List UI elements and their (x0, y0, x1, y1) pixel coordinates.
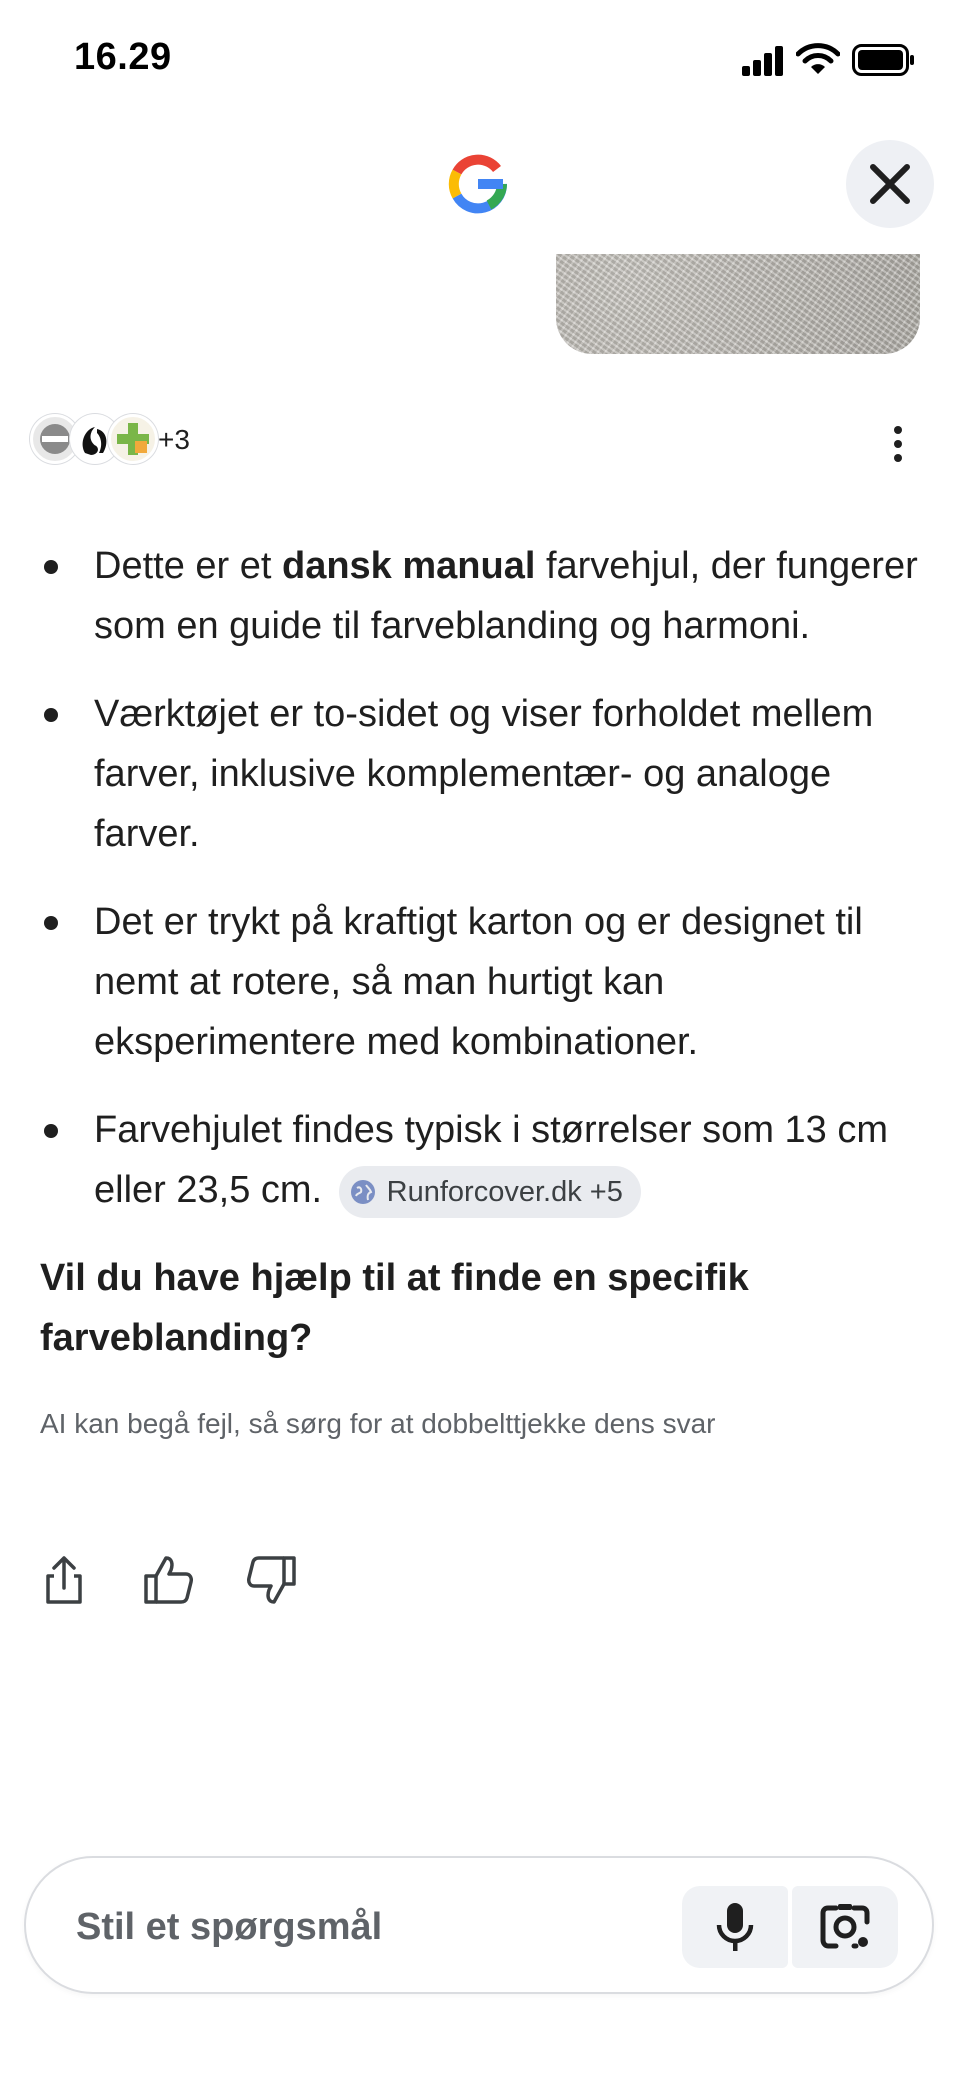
google-g-logo (448, 154, 508, 214)
ai-disclaimer: AI kan begå fejl, så sørg for at dobbelttjekke dens svar (40, 1408, 716, 1439)
answer-bullets (40, 536, 920, 1220)
microphone-icon (713, 1899, 757, 1955)
bullet-item: Farvehjulet findes typisk i størrelser som 13 cm eller 23,5 cm. Runforcover.dk +5 (40, 1100, 920, 1220)
more-options-button[interactable] (880, 420, 916, 468)
cellular-signal-icon (742, 44, 784, 76)
ask-bar (24, 1856, 934, 1994)
share-icon (36, 1552, 92, 1608)
sources-more-count[interactable]: +3 (158, 424, 190, 455)
globe-icon (349, 1178, 377, 1206)
thumbs-up-icon (140, 1552, 196, 1608)
query-image-thumbnail[interactable] (556, 254, 920, 354)
plus-favicon[interactable] (108, 414, 158, 464)
google-lens-icon (818, 1900, 872, 1954)
voice-search-button[interactable] (682, 1886, 788, 1968)
share-button[interactable] (36, 1552, 92, 1608)
wifi-icon (796, 42, 840, 76)
source-chip[interactable] (339, 1166, 641, 1218)
close-button[interactable] (846, 140, 934, 228)
thumbs-down-icon (244, 1552, 300, 1608)
bold-term: dansk manual (281, 545, 536, 587)
thumbs-up-button[interactable] (140, 1552, 196, 1608)
google-lens-button[interactable] (792, 1886, 898, 1968)
more-vert-icon (894, 426, 902, 434)
bullet-item: Det er trykt på kraftigt karton og er designet til nemt at rotere, så man hurtigt kan eksperimentere med kombinationer. (40, 892, 920, 1072)
close-icon (867, 161, 913, 207)
bullet-item: Dette er et dansk manual farvehjul, der fungerer som en guide til farveblanding og harmoni. (40, 536, 920, 656)
follow-up-question: Vil du have hjælp til at finde en specifik farveblanding? (40, 1257, 749, 1359)
ai-answer (40, 536, 920, 1440)
source-chip-label: Runforcover.dk +5 (386, 1175, 623, 1208)
thumbs-down-button[interactable] (244, 1552, 300, 1608)
status-time: 16.29 (74, 36, 172, 78)
question-input[interactable] (74, 1898, 658, 1956)
bullet-item: Værktøjet er to-sidet og viser forholdet mellem farver, inklusive komplementær- og analoge farver. (40, 684, 920, 864)
battery-icon (852, 44, 916, 76)
